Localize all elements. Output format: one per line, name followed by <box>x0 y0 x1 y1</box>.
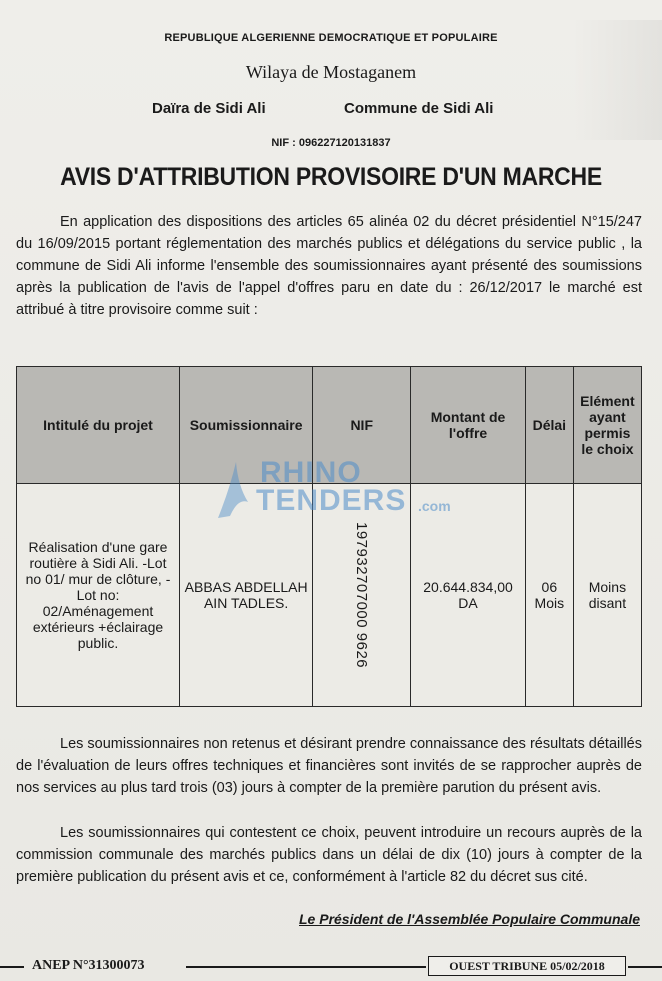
cell-bidder: ABBAS ABDELLAH AIN TADLES. <box>180 484 313 707</box>
republic-heading: REPUBLIQUE ALGERIENNE DEMOCRATIQUE ET POPULAIRE <box>164 32 498 44</box>
table-row <box>17 484 642 707</box>
newspaper-stamp: OUEST TRIBUNE 05/02/2018 <box>428 956 626 976</box>
footer-rule-right <box>628 966 662 968</box>
cell-project: Réalisation d'une gare routière à Sidi Ali. -Lot no 01/ mur de clôture, -Lot no: 02/Aménagement extérieurs +éclairage public. <box>17 484 180 707</box>
award-table <box>16 366 642 707</box>
watermark-line1: RHINO <box>260 456 362 489</box>
intro-paragraph: En application des dispositions des articles 65 alinéa 02 du décret présidentiel N°15/247 du 16/09/2015 portant réglementation des marchés publics et délégations du service public , la commune de Sidi Ali informe l'ensemble des soumissionnaires ayant présenté des soumissions après la publication de l'avis de l'appel d'offres paru en date du : 26/12/2017 le marché est attribué à titre provisoire comme suit : <box>16 214 642 318</box>
footer-rule-left <box>0 966 24 968</box>
rejected-bidders-paragraph: Les soumissionnaires non retenus et désirant prendre connaissance des résultats détaillés de l'évaluation de leurs offres techniques et financières sont invités de se rapprocher auprès de nos services au plus tard trois (03) jours à compter de la première parution du présent avis. <box>16 736 642 796</box>
header-delay: Délai <box>525 367 573 484</box>
nif-vertical-text: 197932707000 9626 <box>353 521 371 669</box>
daira-heading: Daïra de Sidi Ali <box>152 100 266 117</box>
header-choice: Elément ayant permis le choix <box>573 367 641 484</box>
header-bidder: Soumissionnaire <box>180 367 313 484</box>
wilaya-heading: Wilaya de Mostaganem <box>245 62 417 82</box>
nif-heading: NIF : 096227120131837 <box>271 137 391 149</box>
appeal-paragraph: Les soumissionnaires qui contestent ce choix, peuvent introduire un recours auprès de la commission communale des marchés publics dans un délai de dix (10) jours à compter de la première publication du présent avis et ce, conformément à l'article 82 du décret sus cité. <box>16 825 642 885</box>
table-header-row <box>17 367 642 484</box>
footer-rule-middle <box>186 966 426 968</box>
cell-amount: 20.644.834,00 DA <box>411 484 526 707</box>
header-project: Intitulé du projet <box>17 367 180 484</box>
commune-heading: Commune de Sidi Ali <box>344 100 494 117</box>
cell-choice: Moins disant <box>573 484 641 707</box>
signature: Le Président de l'Assemblée Populaire Communale <box>299 911 640 927</box>
watermark-line2: TENDERS <box>256 484 407 517</box>
notice-title: AVIS D'ATTRIBUTION PROVISOIRE D'UN MARCHE <box>60 163 602 191</box>
anep-reference: ANEP N°31300073 <box>32 958 145 973</box>
cell-nif <box>313 484 411 707</box>
header-nif: NIF <box>313 367 411 484</box>
watermark-suffix: .com <box>418 498 451 514</box>
header-amount: Montant de l'offre <box>411 367 526 484</box>
cell-delay: 06 Mois <box>525 484 573 707</box>
